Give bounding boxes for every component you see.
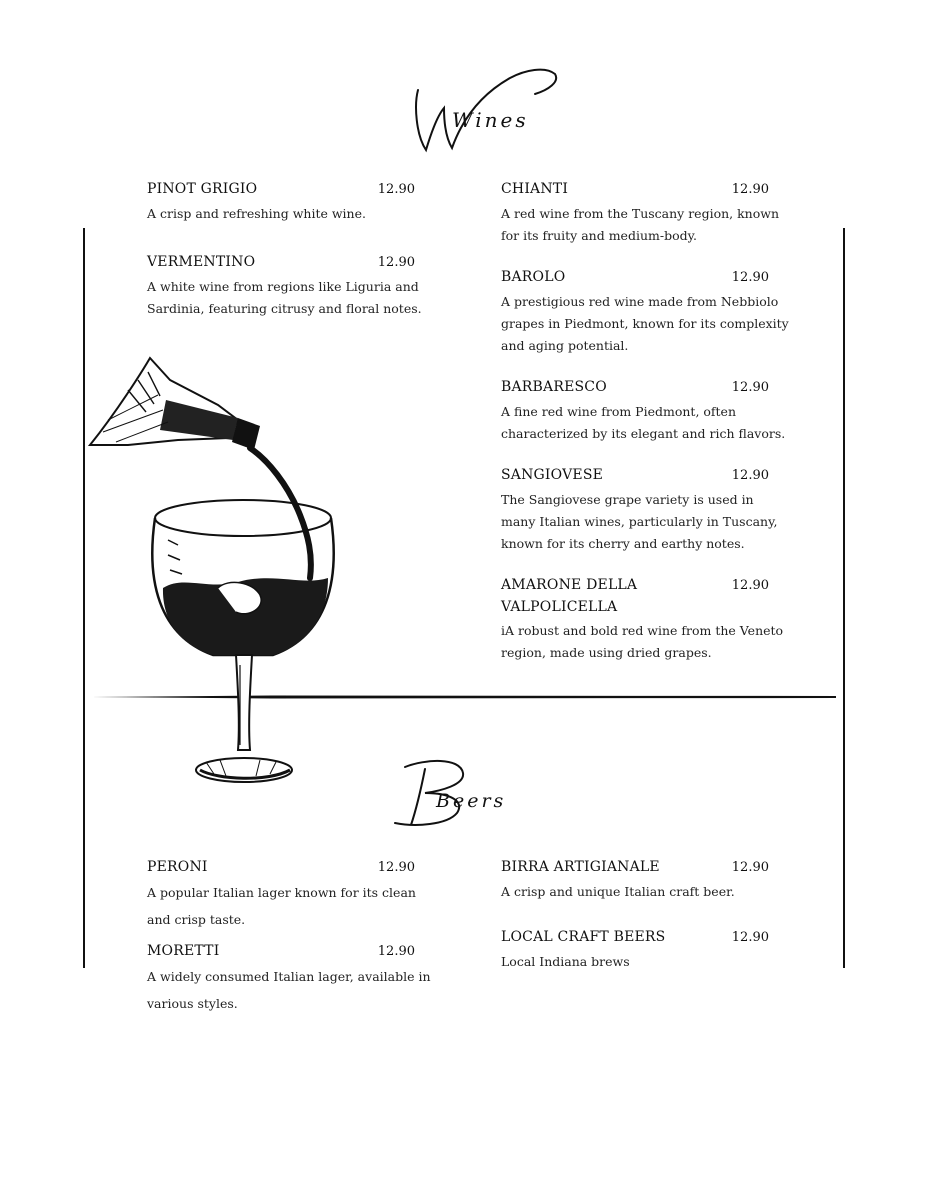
item-description: A prestigious red wine made from Nebbiolo grapes in Piedmont, known for its complexity and aging potential. <box>501 294 789 353</box>
menu-item-chianti <box>501 178 791 247</box>
menu-item-birra-artigianale <box>501 856 791 903</box>
right-border-line <box>843 228 845 968</box>
wines-title: Wines <box>452 108 529 132</box>
item-price: 12.90 <box>731 860 769 875</box>
item-description: Local Indiana brews <box>501 954 630 969</box>
item-price: 12.90 <box>731 578 769 593</box>
menu-item-peroni <box>147 856 437 933</box>
menu-item-vermentino <box>147 251 437 320</box>
item-name: PERONI <box>147 859 208 875</box>
item-description: A crisp and refreshing white wine. <box>147 206 366 221</box>
item-description: The Sangiovese grape variety is used in many Italian wines, particularly in Tuscany, known for its cherry and earthy notes. <box>501 492 778 551</box>
item-price: 12.90 <box>731 182 769 197</box>
menu-item-barbaresco <box>501 376 791 445</box>
item-name: BARBARESCO <box>501 379 607 395</box>
item-description: A red wine from the Tuscany region, known for its fruity and medium-body. <box>501 206 780 243</box>
item-description: A popular Italian lager known for its clean and crisp taste. <box>147 885 416 927</box>
menu-item-local-craft-beers <box>501 926 791 973</box>
item-description: A widely consumed Italian lager, available in various styles. <box>147 969 431 1011</box>
item-name: AMARONE DELLA VALPOLICELLA <box>501 577 638 615</box>
item-price: 12.90 <box>377 182 415 197</box>
wine-pour-illustration-icon <box>88 350 378 790</box>
item-name: BAROLO <box>501 269 566 285</box>
item-price: 12.90 <box>377 944 415 959</box>
item-description: A fine red wine from Piedmont, often characterized by its elegant and rich flavors. <box>501 404 786 441</box>
left-border-line <box>83 228 85 968</box>
menu-item-moretti <box>147 940 437 1017</box>
item-description: A white wine from regions like Liguria and Sardinia, featuring citrusy and floral notes. <box>147 279 422 316</box>
menu-item-amarone <box>501 574 791 664</box>
item-name: CHIANTI <box>501 181 569 197</box>
item-price: 12.90 <box>731 270 769 285</box>
item-name: VERMENTINO <box>147 254 256 270</box>
item-name: PINOT GRIGIO <box>147 181 258 197</box>
item-price: 12.90 <box>377 255 415 270</box>
item-price: 12.90 <box>377 860 415 875</box>
item-price: 12.90 <box>731 380 769 395</box>
menu-item-pinot-grigio <box>147 178 437 225</box>
item-price: 12.90 <box>731 468 769 483</box>
item-description: A crisp and unique Italian craft beer. <box>501 884 735 899</box>
menu-item-sangiovese <box>501 464 791 555</box>
wine-bottle-icon <box>90 358 260 450</box>
item-name: LOCAL CRAFT BEERS <box>501 929 666 945</box>
item-name: BIRRA ARTIGIANALE <box>501 859 660 875</box>
item-price: 12.90 <box>731 930 769 945</box>
item-name: MORETTI <box>147 943 220 959</box>
beers-title: Beers <box>436 790 507 812</box>
item-name: SANGIOVESE <box>501 467 604 483</box>
item-description: iA robust and bold red wine from the Veneto region, made using dried grapes. <box>501 623 784 660</box>
menu-item-barolo <box>501 266 791 357</box>
